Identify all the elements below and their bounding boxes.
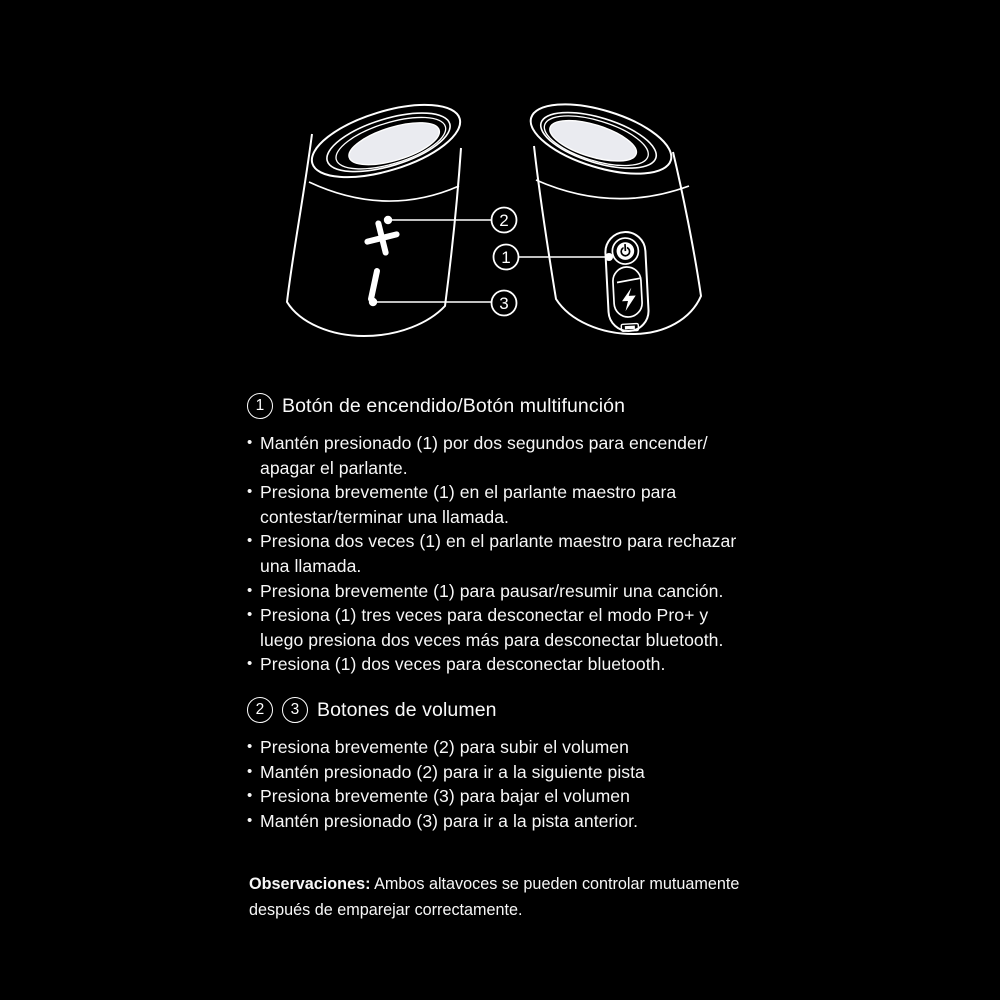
bullet-icon: • (247, 483, 253, 501)
connector-dot-3 (369, 298, 377, 306)
usb-port-pin (625, 326, 635, 330)
power-instructions-list (247, 431, 736, 677)
bullet-icon: • (247, 606, 253, 624)
list-item: • Mantén presionado (2) para ir a la siguiente pista (247, 760, 645, 785)
section-title-text: Botón de encendido/Botón multifunción (282, 394, 626, 417)
callout-number-2: 2 (499, 211, 509, 230)
bullet-icon: • (247, 787, 253, 805)
list-item: • Presiona brevemente (3) para bajar el volumen (247, 784, 645, 809)
connector-dot-2 (384, 216, 392, 224)
badge-1: 1 (247, 393, 273, 419)
bullet-icon: • (247, 581, 253, 599)
badge-2: 2 (247, 697, 273, 723)
callout-number-1: 1 (501, 248, 511, 267)
list-item: • Presiona (1) tres veces para desconectar el modo Pro+ y luego presiona dos veces más para desconectar bluetooth. (247, 605, 724, 650)
speaker-left-illustration (287, 90, 468, 336)
note (249, 871, 739, 923)
volume-instructions-list (247, 735, 645, 833)
section-title-text: Botones de volumen (317, 698, 497, 721)
section-title-power (247, 393, 625, 419)
list-item: • Presiona (1) dos veces para desconectar bluetooth. (247, 652, 736, 677)
list-item: • Presiona brevemente (1) para pausar/resumir una canción. (247, 579, 736, 604)
note-label: Observaciones: (249, 875, 371, 893)
section-title-volume (247, 697, 497, 723)
badge-3: 3 (282, 697, 308, 723)
list-item: • Mantén presionado (3) para ir a la pista anterior. (247, 809, 645, 834)
control-panel (604, 231, 649, 332)
bullet-icon: • (247, 762, 253, 780)
bullet-icon: • (247, 811, 253, 829)
note-line: Observaciones: Ambos altavoces se pueden controlar mutuamente (249, 875, 740, 893)
bullet-icon: • (247, 434, 253, 451)
callout-number-3: 3 (499, 294, 509, 313)
bullet-icon: • (247, 532, 253, 550)
bullet-icon: • (247, 738, 253, 755)
speaker-right-illustration (523, 90, 701, 334)
bullet-icon: • (247, 655, 253, 673)
note-line: después de emparejar correctamente. (249, 901, 523, 919)
connector-dot-1 (605, 253, 613, 261)
speaker-diagram (0, 0, 1000, 370)
list-item: • Mantén presionado (1) por dos segundos para encender/ apagar el parlante. (247, 433, 708, 478)
list-item: • Presiona brevemente (1) en el parlante maestro para contestar/terminar una llamada. (247, 482, 677, 527)
list-item: • Presiona brevemente (2) para subir el volumen (247, 735, 645, 760)
list-item: • Presiona dos veces (1) en el parlante maestro para rechazar una llamada. (247, 531, 737, 576)
